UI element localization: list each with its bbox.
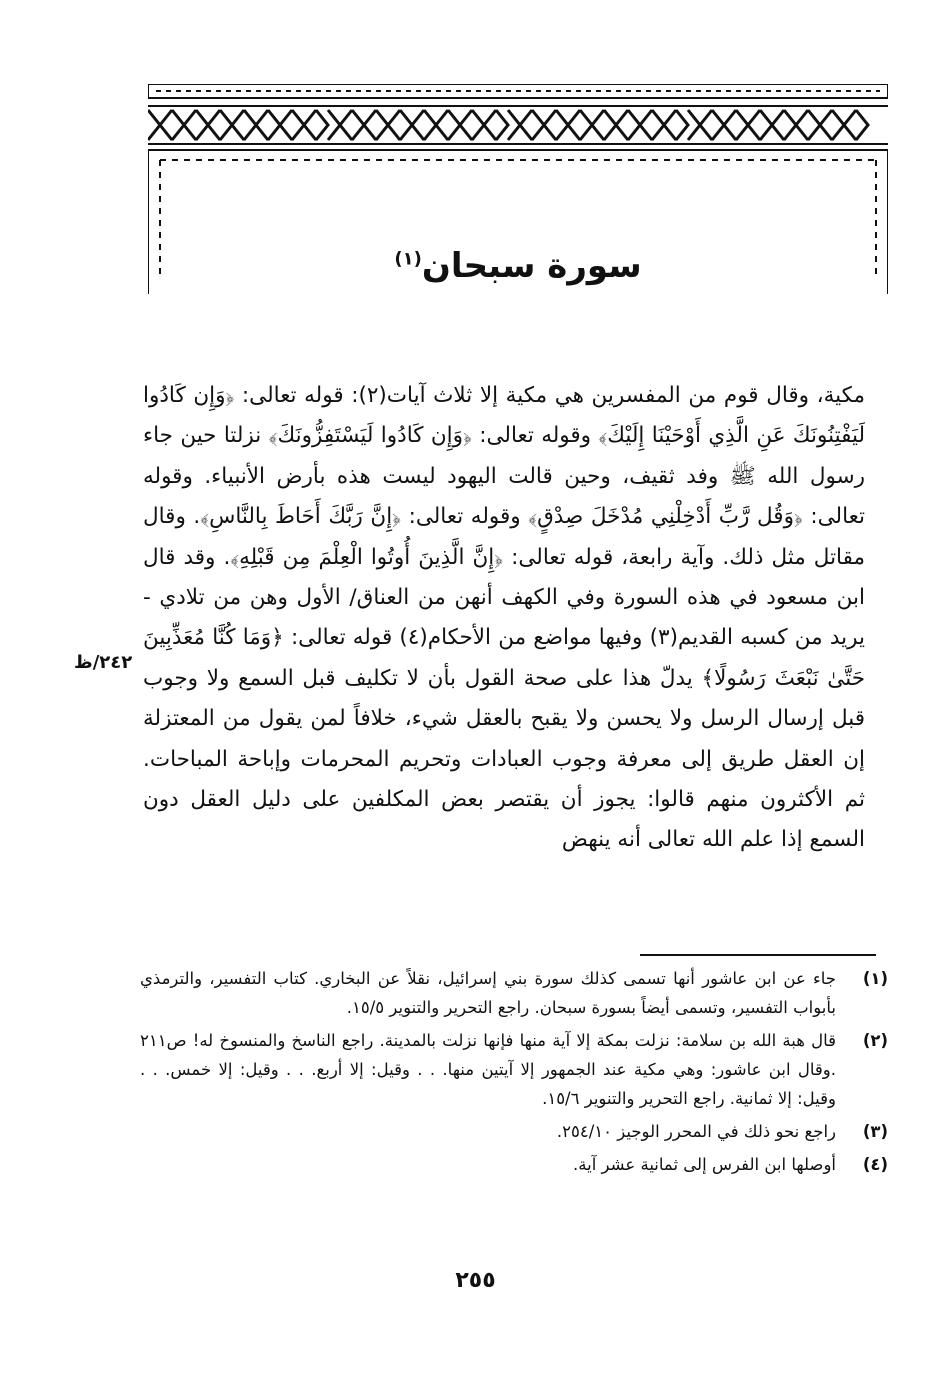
footnote-number: (١) [862,969,888,988]
footnote-number: (٣) [862,1122,888,1141]
footnote-text: أوصلها ابن الفرس إلى ثمانية عشر آية. [573,1155,836,1174]
footnote-text: جاء عن ابن عاشور أنها تسمى كذلك سورة بني إسرائيل، نقلاً عن البخاري. كتاب التفسير، والترمذي بأبواب التفسير، وتسمى أيضاً بسورة سبحان. راجع التحرير والتنوير ١٥/٥. [140,969,836,1017]
footnote-text: قال هبة الله بن سلامة: نزلت بمكة إلا آية منها فإنها نزلت بالمدينة. راجع الناسخ والمنسوخ له! ص٢١١ .وقال ابن عاشور: وهي مكية عند الجمهور إلا آيتين منها. . . وقيل: إلا أربع. . . وقيل: إلا خمس. . . وقيل: إلا ثمانية. راجع التحرير والتنوير ١٥/٦. [140,1031,836,1108]
footnote-separator [640,954,876,956]
footnote-4 [140,1150,888,1179]
title-footnote-ref: (١) [394,248,422,270]
footnote-1 [140,964,888,1022]
page-number: ٢٥٥ [455,1268,496,1293]
surah-title [148,246,888,286]
main-body-text [143,376,865,861]
surah-title-text: سورة سبحان [421,246,642,286]
footnotes [140,964,888,1183]
footnote-2 [140,1026,888,1113]
footnote-number: (٢) [862,1031,888,1050]
manuscript-folio-marker: ٢٤٢/ظ [74,652,133,673]
body-paragraph: مكية، وقال قوم من المفسرين هي مكية إلا ثلاث آيات(٢): قوله تعالى: ﴿وَإِن كَادُوا لَيَفْتِنُونَكَ عَنِ الَّذِي أَوْحَيْنَا إِلَيْكَ﴾ وقوله تعالى: ﴿وَإِن كَادُوا لَيَسْتَفِزُّونَكَ﴾ نزلتا حين جاء رسول الله ﷺ وفد ثقيف، وحين قالت اليهود ليست هذه بأرض الأنبياء. وقوله تعالى: ﴿وَقُل رَّبِّ أَدْخِلْنِي مُدْخَلَ صِدْقٍ﴾ وقوله تعالى: ﴿إِنَّ رَبَّكَ أَحَاطَ بِالنَّاسِ﴾. وقال مقاتل مثل ذلك. وآية رابعة، قوله تعالى: ﴿إِنَّ الَّذِينَ أُوتُوا الْعِلْمَ مِن قَبْلِهِ﴾. وقد قال ابن مسعود في هذه السورة وفي الكهف أنهن من العناق/ الأول وهن من تلادي - يريد من كسبه القديم(٣) وفيها مواضع من الأحكام(٤) قوله تعالى: ﴿وَمَا كُنَّا مُعَذِّبِينَ حَتَّىٰ نَبْعَثَ رَسُولًا﴾ يدلّ هذا على صحة القول بأن لا تكليف قبل السمع ولا وجوب قبل إرسال الرسل ولا يحسن ولا يقبح بالعقل شيء، خلافاً لمن يقول من المعتزلة إن العقل طريق إلى معرفة وجوب العبادات وتحريم المحرمات وإباحة المباحات. ثم الأكثرون منهم قالوا: يجوز أن يقتصر بعض المكلفين على دليل العقل دون السمع إذا علم الله تعالى أنه ينهض [143,383,865,853]
footnote-text: راجع نحو ذلك في المحرر الوجيز ٢٥٤/١٠. [556,1122,836,1141]
footnote-3 [140,1117,888,1146]
footnote-number: (٤) [862,1155,888,1174]
